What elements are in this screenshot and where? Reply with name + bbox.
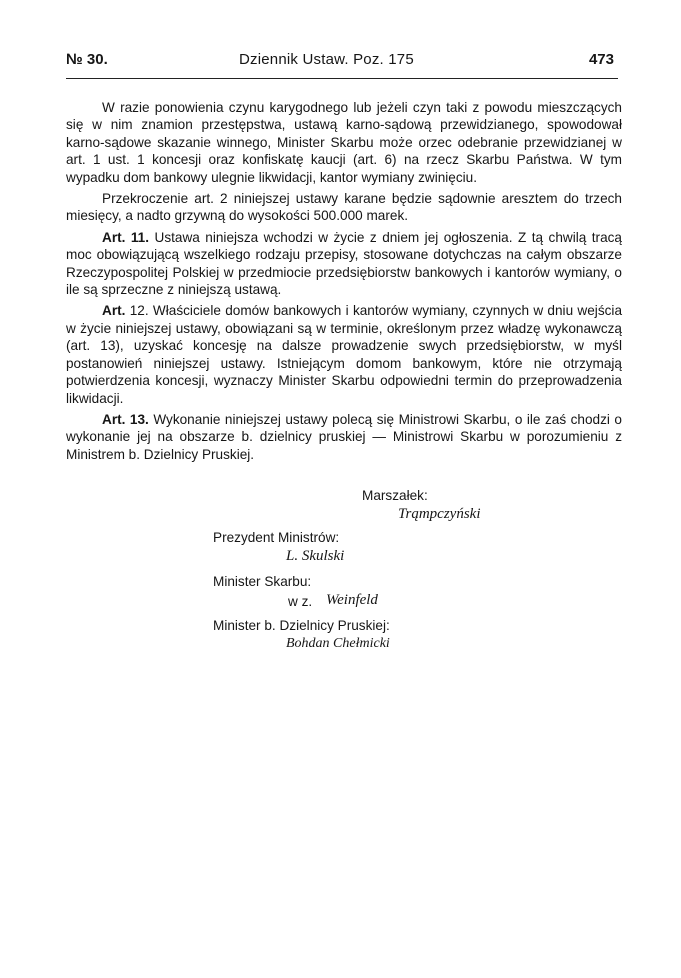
page-header [66,48,618,74]
page-number: 473 [588,51,614,68]
prime-minister-name: L. Skulski [286,548,345,564]
paragraph-text: 12. Właściciele domów bankowych i kantorów wymiany, czynnych w dniu wejścia w życie niniejszej ustawy, obowiązani są w terminie, określonym przez władzę wykonawczą (art. 13), uzyskać koncesję na dalsze prowadzenie swych przedsiębiorstw, w myśl postanowień niniejszej ustawy. Istniejącym domom bankowym, które nie otrzymają potwierdzenia koncesji, wyznaczy Minister Skarbu odpowiedni termin do przeprowadzenia likwidacji. [66,303,622,406]
paragraph-penalty-art2 [66,190,622,225]
paragraph-penalty-repeat [66,99,622,186]
issue-number: № 30. [66,51,108,68]
marshal-name: Trąmpczyński [398,506,481,522]
article-11 [66,229,622,299]
article-number: Art. 11. [102,229,150,245]
paragraph-text: W razie ponowienia czynu karygodnego lub jeżeli czyn taki z powodu mieszczących się w nim znamion przestępstwa, ustawą karno-sądową przewidzianego, spowodował karno-sądowe skazanie winnego, Minister Skarbu może orzec odebranie przewidzianej w art. 1 ust. 1 koncesji oraz konfiskatę kaucji (art. 6) na rzecz Skarbu Państwa. W tym wypadku dom bankowy ulegnie likwidacji, kantor wymiany zwinięciu. [66,100,622,185]
header-rule [66,78,618,79]
treasury-name-prefix: w z. [288,594,313,609]
paragraph-text: Wykonanie niniejszej ustawy polecą się Ministrowi Skarbu, o ile zaś chodzi o wykonanie jej na obszarze b. dzielnicy pruskiej — Ministrowi Skarbu w porozumieniu z Ministrem b. Dzielnicy Pruskiej. [66,411,622,462]
treasury-minister-label: Minister Skarbu: [213,574,312,589]
marshal-label: Marszałek: [362,488,428,503]
article-13 [66,411,622,463]
prussian-minister-name: Bohdan Chełmicki [286,636,390,651]
article-number: Art. 13. [102,411,149,427]
paragraph-text: Ustawa niniejsza wchodzi w życie z dniem jej ogłoszenia. Z tą chwilą tracą moc obowiązującą wszelkiego rodzaju przepisy, stosowane dotychczas na całym obszarze Rzeczypospolitej Polskiej w przedmiocie przedsiębiorstw bankowych i kantorów wymiany, o ile są sprzeczne z niniejszą ustawą. [66,229,622,298]
paragraph-text: Przekroczenie art. 2 niniejszej ustawy karane będzie sądownie aresztem do trzech miesięcy, a nadto grzywną do wysokości 500.000 marek. [66,191,622,224]
prime-minister-label: Prezydent Ministrów: [213,530,340,545]
document-body [66,99,622,467]
journal-title: Dziennik Ustaw. Poz. 175 [239,51,414,68]
article-12 [66,302,622,406]
prussian-minister-label: Minister b. Dzielnicy Pruskiej: [213,618,390,633]
article-number: Art. [102,303,126,319]
treasury-minister-name: Weinfeld [326,592,378,608]
